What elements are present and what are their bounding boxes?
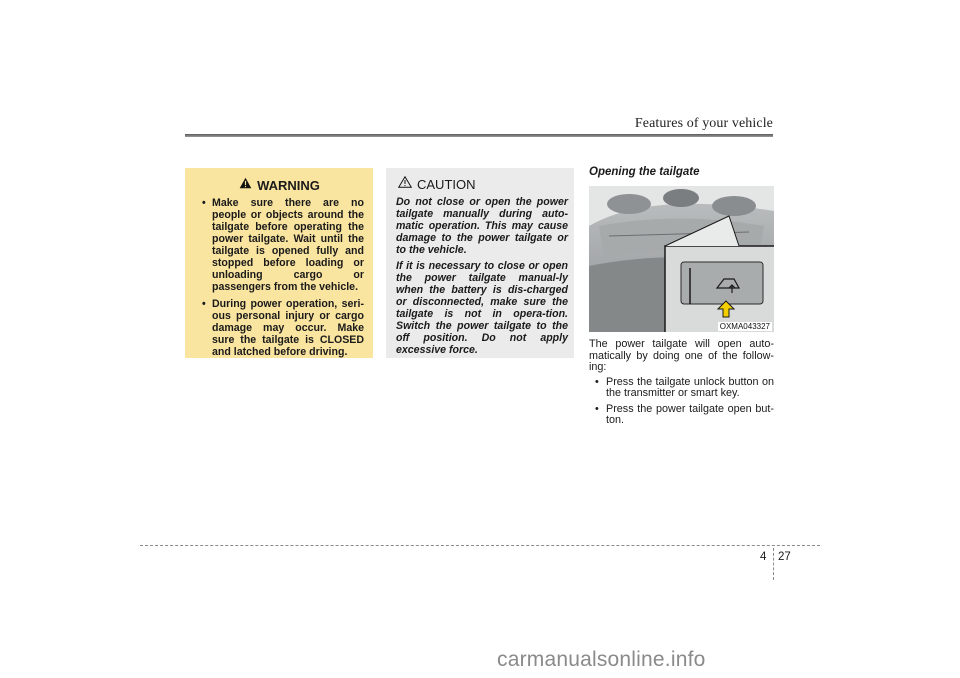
caution-title: CAUTION — [417, 176, 476, 192]
warning-triangle-icon — [239, 176, 252, 194]
section-heading: Opening the tailgate — [589, 166, 700, 178]
arrow-up-icon — [717, 300, 735, 318]
section-intro: The power tailgate will open auto-matically by doing one of the follow-ing: — [589, 338, 774, 373]
console-illustration — [589, 186, 774, 332]
caution-box — [386, 168, 574, 358]
section-body — [589, 339, 774, 431]
watermark: carmanualsonline.info — [497, 648, 706, 671]
warning-title: WARNING — [257, 177, 320, 193]
warning-list — [195, 197, 364, 358]
footer-divider — [773, 548, 774, 580]
caution-paragraph: Do not close or open the power tailgate manually during auto-matic operation. This may cause damage to the power tailgate or to the vehicle. — [396, 196, 568, 256]
list-item: • Press the power tailgate open but-ton. — [589, 404, 774, 427]
warning-item: • During power operation, seri-ous personal injury or cargo damage may occur. Make sure the tailgate is CLOSED and latched before driving. — [195, 298, 364, 358]
list-item: • Press the tailgate unlock button on the transmitter or smart key. — [589, 377, 774, 400]
figure-code: OXMA043327 — [719, 322, 770, 331]
section-bullets — [589, 377, 774, 427]
header-rule — [185, 134, 773, 137]
tailgate-button-figure — [589, 186, 774, 332]
chapter-number: 4 — [760, 551, 767, 563]
header-title: Features of your vehicle — [634, 116, 773, 131]
caution-header — [396, 175, 568, 193]
caution-triangle-icon — [398, 175, 412, 193]
page-number: 27 — [778, 551, 791, 563]
warning-item: • Make sure there are no people or objects around the tailgate before operating the power tailgate. Wait until the tailgate is opened fully and stopped before loading or unloading cargo or passengers from the vehicle. — [195, 197, 364, 293]
warning-header — [195, 176, 364, 194]
footer-rule — [140, 545, 820, 546]
warning-box — [185, 168, 373, 358]
caution-paragraph: If it is necessary to close or open the power tailgate manual-ly when the battery is dis-charged or disconnected, make sure the tailgate is not in opera-tion. Switch the power tailgate to the off position. Do not apply excessive force. — [396, 260, 568, 356]
